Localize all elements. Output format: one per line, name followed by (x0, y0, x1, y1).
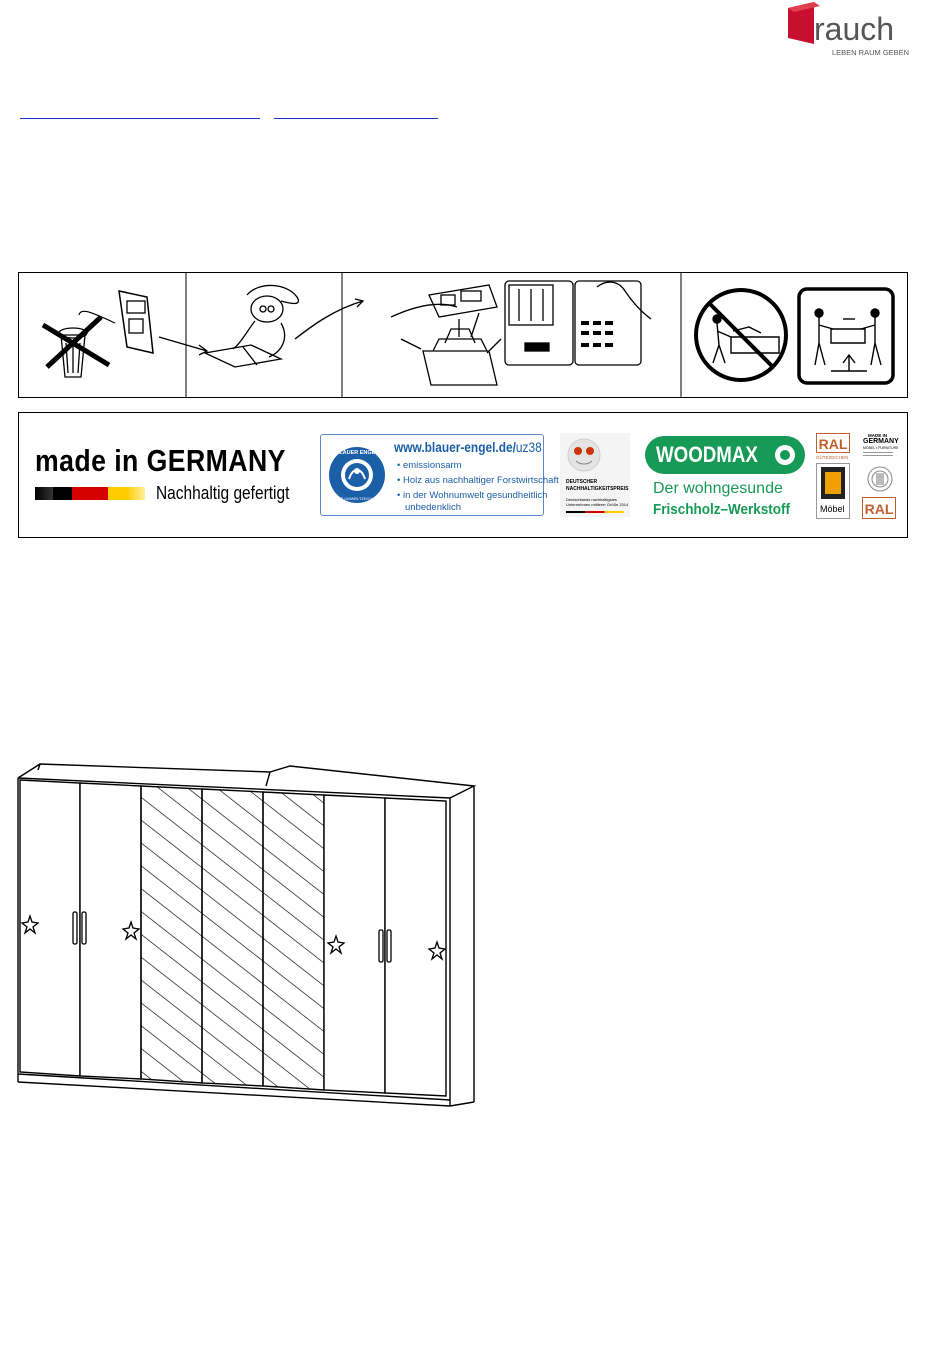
woodmax-tagline-2: Frischholz–Werkstoff (653, 501, 791, 518)
rauch-logo (786, 2, 910, 60)
blauer-engel-bullet-cont: unbedenklich (405, 502, 461, 513)
ral-badge-2: RAL (862, 497, 896, 519)
nachhaltigkeitspreis-badge: DEUTSCHER NACHHALTIGKEITSPREIS Deutschlands nachhaltigstes Unternehmen mittlerer Größe 2014 (560, 433, 630, 517)
blauer-engel-bullet: • Holz aus nachhaltiger Forstwirtschaft (397, 475, 559, 486)
woodmax-tagline-1: Der wohngesunde (653, 480, 783, 497)
svg-text:BLAUER ENGEL: BLAUER ENGEL (335, 450, 379, 456)
file-instructions-icon (391, 281, 651, 385)
lift-not-drag-icon (696, 289, 893, 383)
blauer-engel-bullet: • in der Wohnumwelt gesundheitlich (397, 490, 548, 501)
hyperlink-1[interactable] (20, 118, 260, 119)
certification-panel (18, 412, 908, 538)
read-instructions-icon (205, 285, 363, 367)
blauer-engel-badge (320, 434, 559, 516)
brand-name: rauch (814, 11, 895, 47)
made-in-germany-label: made in GERMANY (35, 443, 286, 478)
german-flag-stripe (35, 487, 145, 500)
sustainable-label: Nachhaltig gefertigt (156, 483, 290, 503)
hyperlink-2[interactable] (274, 118, 438, 119)
made-in-germany-badge: MADE IN GERMANY MÖBEL • FURNITURE (862, 433, 896, 463)
woodmax-logo: WOODMAX (645, 436, 805, 474)
blauer-engel-seal-icon (327, 441, 387, 509)
brand-tagline: LEBEN RAUM GEBEN (832, 48, 910, 57)
instructions-panel (18, 272, 908, 398)
award-icon (564, 435, 604, 475)
svg-text:DAS UMWELTZEICHEN: DAS UMWELTZEICHEN (335, 496, 379, 501)
ral-guetezeichen: GÜTEZEICHEN (816, 455, 849, 460)
wardrobe-drawing (0, 756, 490, 1112)
quality-seal-icon (865, 464, 895, 494)
blauer-engel-url[interactable]: www.blauer-engel.de/uz38 (394, 439, 542, 455)
ral-moebel-badge: Möbel (816, 463, 850, 519)
ral-badge: RAL (816, 433, 850, 453)
no-trash-instructions-icon (43, 291, 207, 377)
blauer-engel-bullet: • emissionsarm (397, 460, 462, 471)
